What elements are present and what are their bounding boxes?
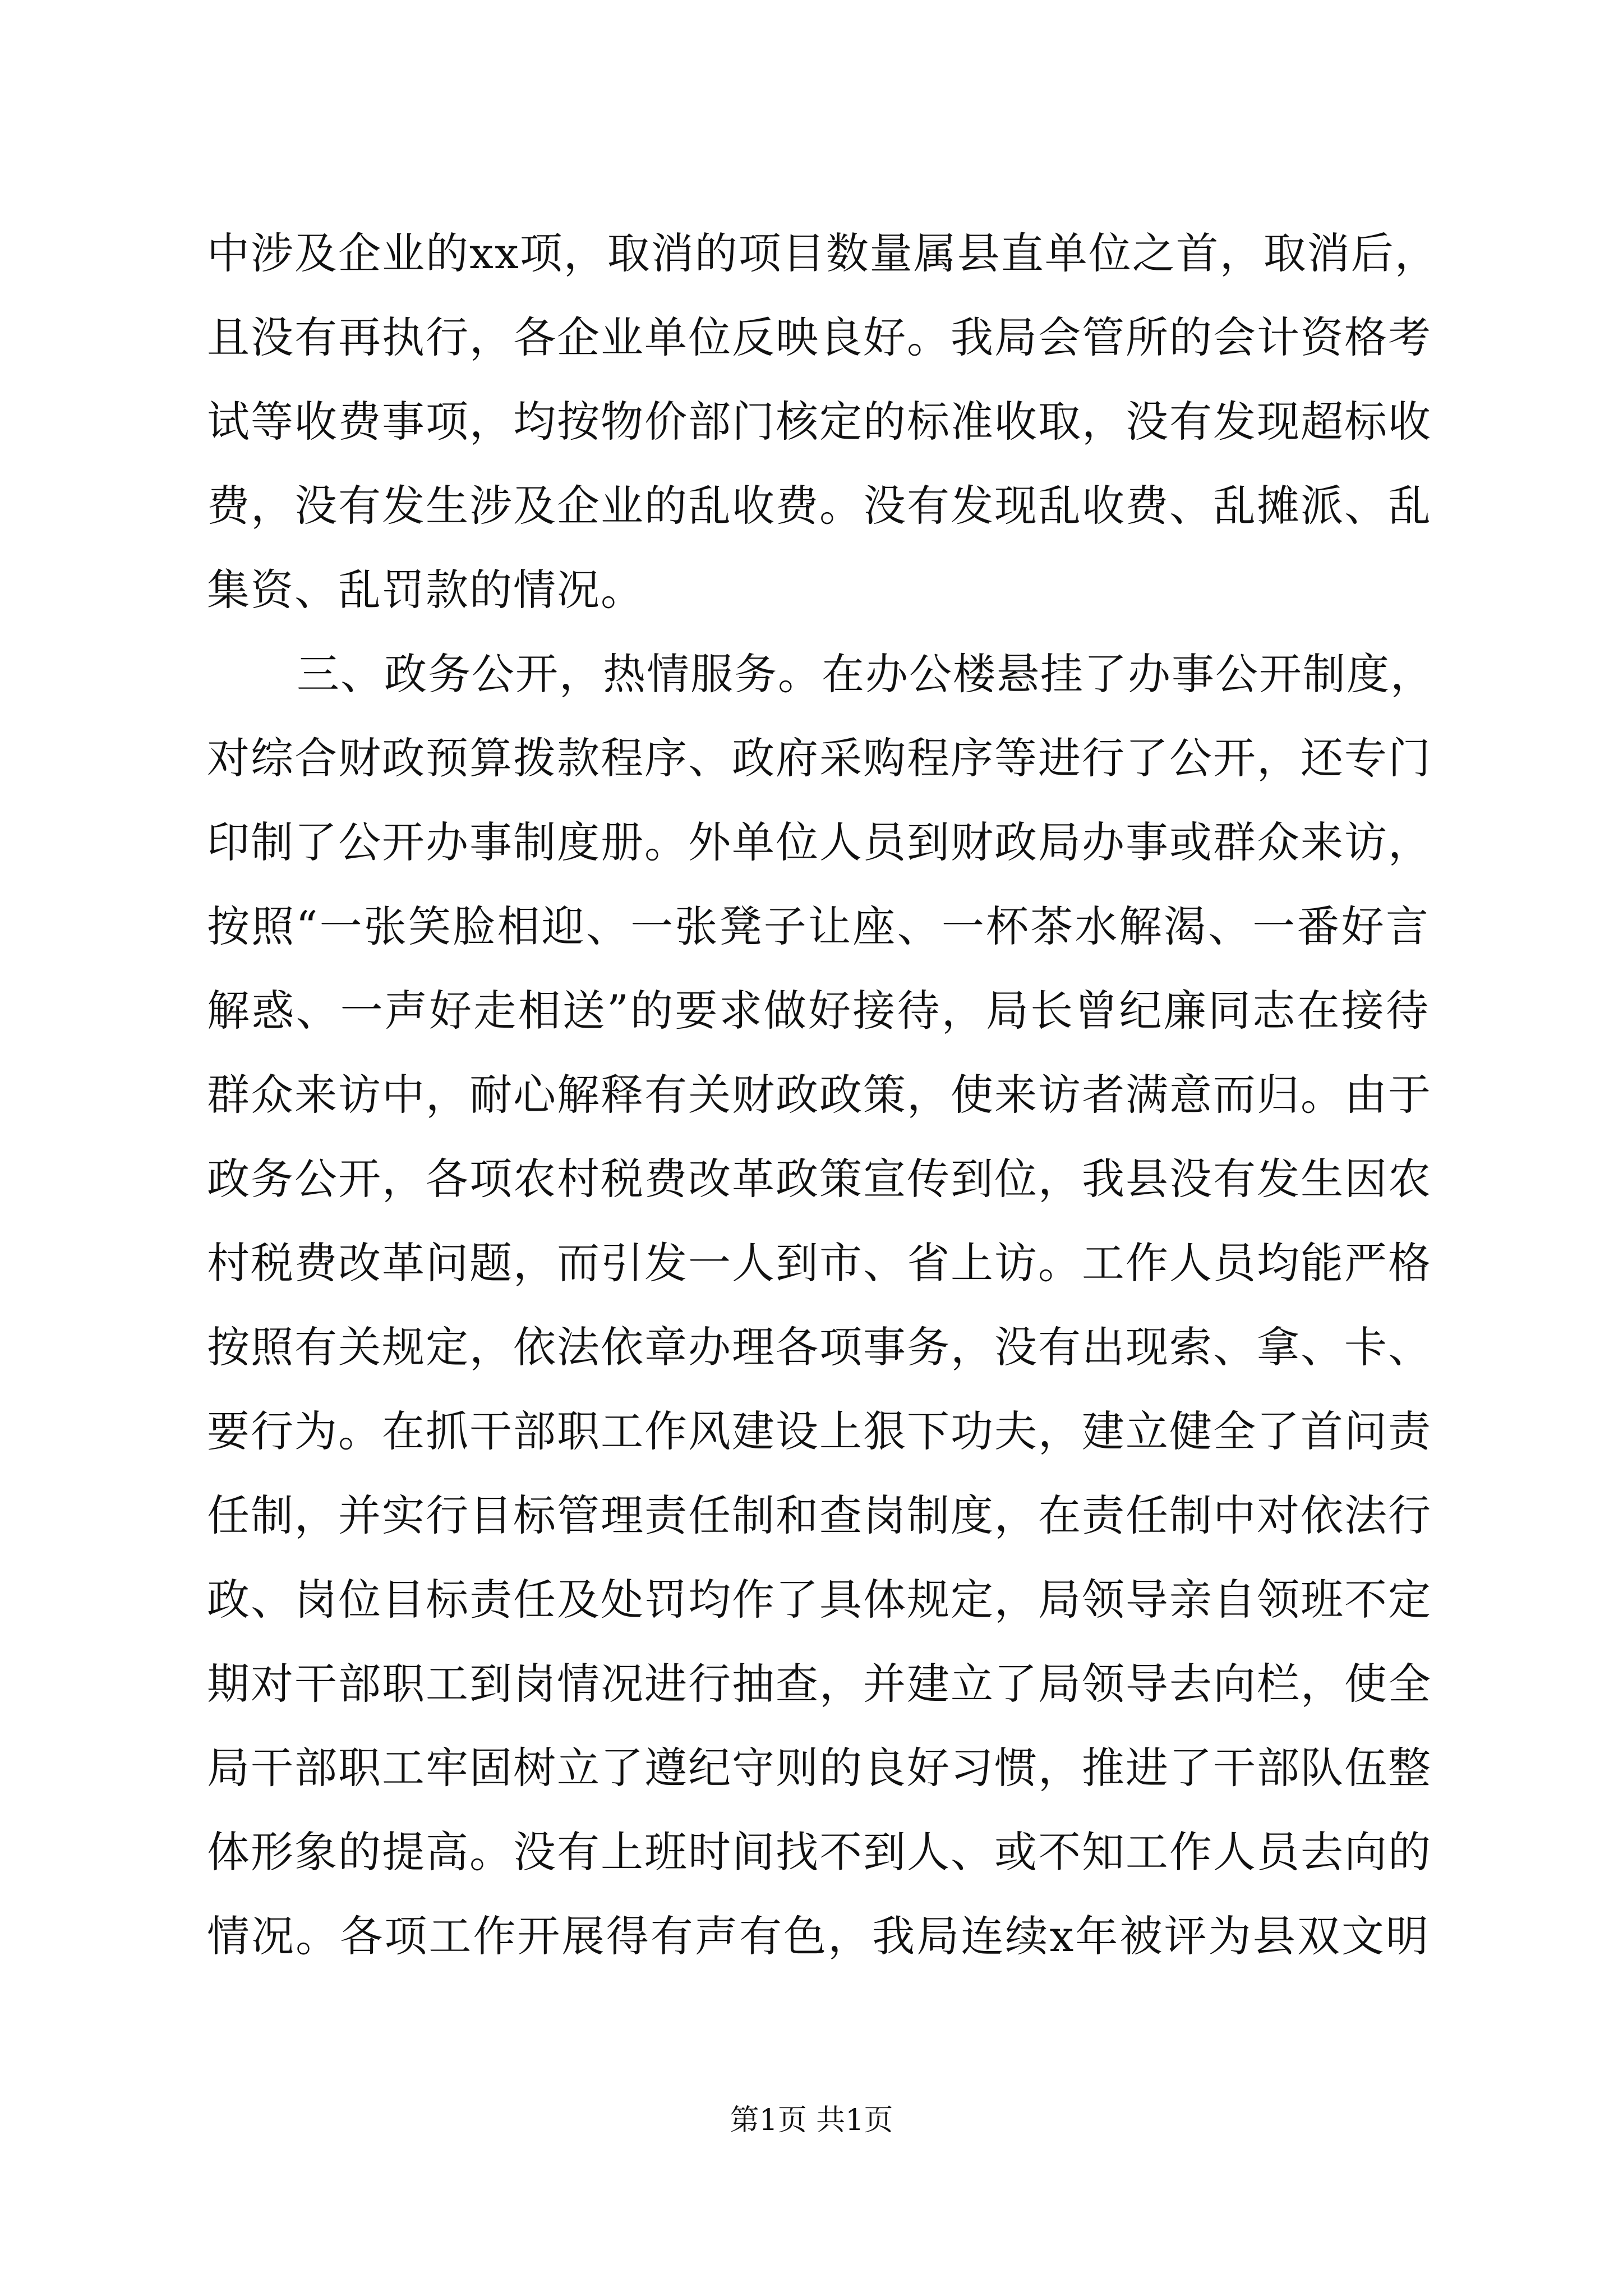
text-line: 要行为。在抓干部职工作风建设上狠下功夫，建立健全了首问责 [207,1406,1432,1456]
text-line: 按照有关规定，依法依章办理各项事务，没有出现索、拿、卡、 [207,1322,1432,1372]
text-line: 中涉及企业的xx项，取消的项目数量属县直单位之首，取消后， [207,228,1438,278]
text-line: 集资、乱罚款的情况。 [207,565,644,615]
document-body [207,211,1438,1978]
page-number: 第1页 共1页 [730,2104,893,2137]
paragraph-1 [207,211,1438,632]
text-line: 对综合财政预算拨款程序、政府采购程序等进行了公开，还专门 [207,733,1432,783]
text-line: 任制，并实行目标管理责任制和查岗制度，在责任制中对依法行 [207,1490,1432,1540]
text-line: 解惑、一声好走相送”的要求做好接待，局长曾纪廉同志在接待 [207,986,1430,1036]
text-line: 三、政务公开，热情服务。在办公楼悬挂了办事公开制度， [297,649,1434,699]
text-line: 体形象的提高。没有上班时间找不到人、或不知工作人员去向的 [207,1827,1432,1877]
text-line: 局干部职工牢固树立了遵纪守则的良好习惯，推进了干部队伍整 [207,1743,1432,1793]
text-line: 群众来访中，耐心解释有关财政政策，使来访者满意而归。由于 [207,1070,1432,1120]
text-line: 村税费改革问题，而引发一人到市、省上访。工作人员均能严格 [207,1238,1432,1288]
text-line: 期对干部职工到岗情况进行抽查，并建立了局领导去向栏，使全 [207,1659,1432,1709]
text-line: 政、岗位目标责任及处罚均作了具体规定，局领导亲自领班不定 [207,1575,1432,1625]
page-footer [0,2098,1623,2143]
text-line: 印制了公开办事制度册。外单位人员到财政局办事或群众来访， [207,817,1432,867]
paragraph-2 [207,632,1434,1978]
text-line: 按照“一张笑脸相迎、一张凳子让座、一杯茶水解渴、一番好言 [207,901,1430,951]
text-line: 且没有再执行，各企业单位反映良好。我局会管所的会计资格考 [207,312,1432,362]
text-line: 情况。各项工作开展得有声有色，我局连续x年被评为县双文明 [207,1911,1430,1961]
text-line: 费，没有发生涉及企业的乱收费。没有发现乱收费、乱摊派、乱 [207,481,1432,531]
text-line: 政务公开，各项农村税费改革政策宣传到位，我县没有发生因农 [207,1154,1432,1204]
text-line: 试等收费事项，均按物价部门核定的标准收取，没有发现超标收 [207,397,1432,447]
